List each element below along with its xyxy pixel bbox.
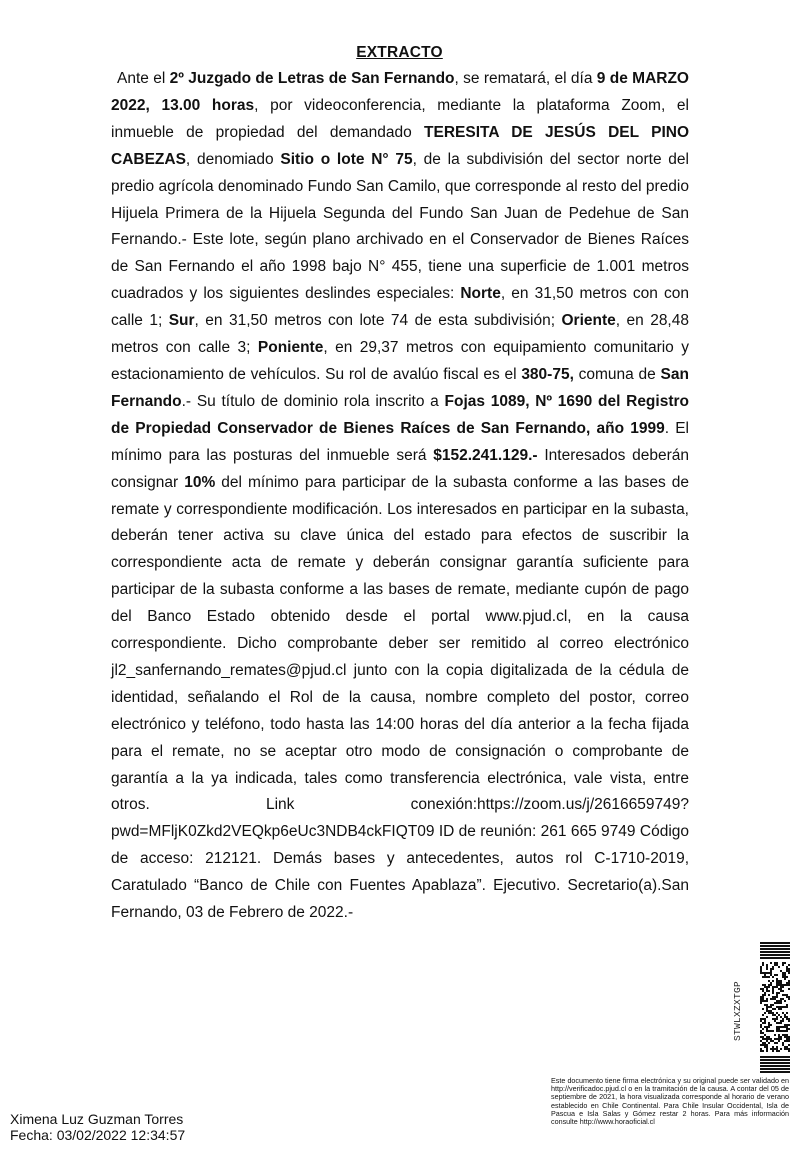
emphasis-text: San Fernando bbox=[111, 365, 689, 410]
signature-date: Fecha: 03/02/2022 12:34:57 bbox=[10, 1127, 186, 1143]
body-text: , en 31,50 metros con lote 74 de esta subdivisión; bbox=[194, 312, 562, 330]
body-text: , en 31,50 metros con con calle 1; bbox=[111, 285, 690, 330]
body-text: . El mínimo para las posturas del inmueble será bbox=[111, 419, 689, 464]
emphasis-text: Poniente bbox=[257, 339, 324, 357]
electronic-signature-notice: Este documento tiene firma electrónica y su original puede ser validado en http://verificadoc.pjud.cl o en la tramitación de la causa. A contar del 05 de septiembre de 2021, la hora visualizada corresponde al horario de verano establecido en Chile Continental. Para Chile Insular Occidental, Isla de Pascua e Isla Salas y Gómez restar 2 horas. Para más información consulte http://www.horaoficial.cl bbox=[551, 1076, 789, 1127]
body-text: , se rematará, el día bbox=[454, 70, 597, 87]
body-text: Interesados deberán consignar bbox=[111, 446, 689, 491]
verification-code: STWLXZXTGP bbox=[732, 981, 743, 1042]
body-text: , denomiado bbox=[185, 150, 281, 168]
signer-name: Ximena Luz Guzman Torres bbox=[10, 1111, 184, 1127]
body-text: Ante el bbox=[117, 70, 170, 87]
emphasis-text: Oriente bbox=[561, 312, 616, 330]
emphasis-text: Sitio o lote N° 75 bbox=[280, 150, 413, 168]
emphasis-text: 9 de MARZO 2022, 13.00 horas bbox=[111, 70, 689, 114]
document-body bbox=[111, 66, 689, 927]
body-text: .- Su título de dominio rola inscrito a bbox=[181, 392, 445, 410]
emphasis-text: Fojas 1089, Nº 1690 del Registro de Propiedad Conservador de Bienes Raíces de San Fernando, año 1999 bbox=[111, 392, 689, 437]
body-text: , de la subdivisión del sector norte del predio agrícola denominado Fundo San Camilo, que corresponde al resto del predio Hijuela Primera de la Hijuela Segunda del Fundo San Juan de Pedehue de San Fernando.- Este lote, según plano archivado en el Conservador de Bienes Raíces de San Fernando el año 1998 bajo N° 455, tiene una superficie de 1.001 metros cuadrados y los siguientes deslindes especiales: bbox=[111, 150, 689, 303]
emphasis-text: TERESITA DE JESÚS DEL PINO CABEZAS bbox=[111, 123, 689, 168]
verification-qr-code bbox=[760, 942, 790, 1074]
emphasis-text: 380-75, bbox=[521, 365, 574, 383]
body-text: , en 28,48 metros con calle 3; bbox=[111, 312, 689, 357]
document-title: EXTRACTO bbox=[356, 44, 443, 61]
body-text: comuna de bbox=[573, 365, 661, 383]
signature-block bbox=[10, 1111, 185, 1143]
body-text: , por videoconferencia, mediante la plataforma Zoom, el inmueble de propiedad del demandado bbox=[111, 96, 689, 141]
emphasis-text: Norte bbox=[460, 285, 501, 303]
emphasis-text: 2º Juzgado de Letras de San Fernando bbox=[169, 70, 455, 87]
body-text: del mínimo para participar de la subasta conforme a las bases de remate y correspondiente modificación. Los interesados en participar en la subasta, deberán tener activa su clave única del estado para efectos de suscribir la correspondiente acta de remate y deberán consignar garantía suficiente para participar de la subasta conforme a las bases de remate, mediante cupón de pago del Banco Estado obtenido desde el portal www.pjud.cl, en la causa correspondiente. Dicho comprobante deber ser remitido al correo electrónico jl2_sanfernando_remates@pjud.cl junto con la copia digitalizada de la cédula de identidad, señalando el Rol de la causa, nombre completo del postor, correo electrónico y teléfono, todo hasta las 14:00 horas del día anterior a la fecha fijada para el remate, no se aceptar otro modo de consignación o comprobante de garantía a la ya indicada, tales como transferencia electrónica, vale vista, entre otros. Link conexión:https://zoom.us/j/2616659749?pwd=MFljK0Zkd2VEQkp6eUc3NDB4ckFIQT09 ID de reunión: 261 665 9749 Código de acceso: 212121. Demás bases y antecedentes, autos rol C-1710-2019, Caratulado “Banco de Chile con Fuentes Apablaza”. Ejecutivo. Secretario(a).San Fernando, 03 de Febrero de 2022.- bbox=[111, 473, 690, 922]
emphasis-text: Sur bbox=[168, 312, 195, 330]
emphasis-text: $152.241.129.- bbox=[433, 446, 538, 464]
body-text: , en 29,37 metros con equipamiento comunitario y estacionamiento de vehículos. Su rol de avalúo fiscal es el bbox=[111, 339, 689, 383]
emphasis-text: 10% bbox=[184, 473, 216, 491]
